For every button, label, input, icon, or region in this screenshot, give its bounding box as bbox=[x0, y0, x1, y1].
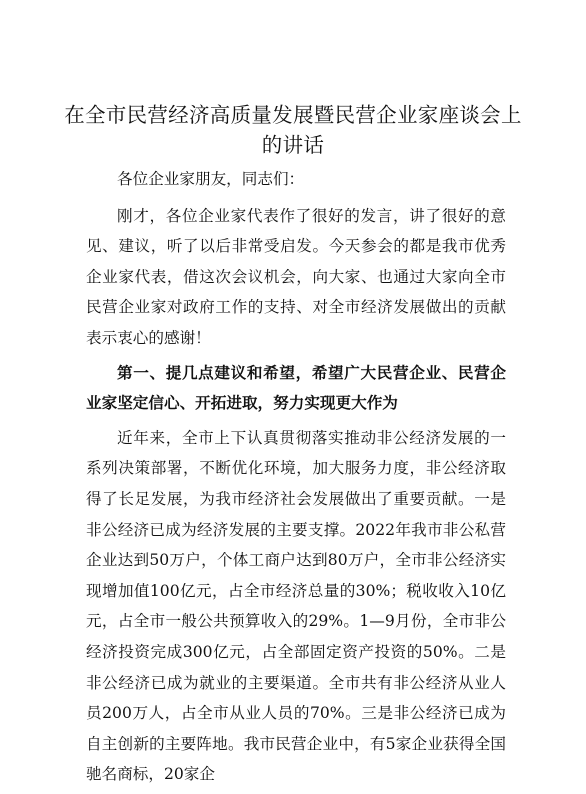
document-title: 在全市民营经济高质量发展暨民营企业家座谈会上的讲话 bbox=[64, 103, 522, 157]
paragraph-development: 近年来，全市上下认真贯彻落实推动非公经济发展的一系列决策部署，不断优化环境，加大服务力度，非公经济取得了长足发展，为我市经济社会发展做出了重要贡献。一是非公经济已成为经济发展的主要支撑。2022年我市非公私营企业达到50万户，个体工商户达到80万户，全市非公经济实现增加值100亿元，占全市经济总量的30%；税收收入10亿元，占全市一般公共预算收入的29%。1—9月份，全市非公经济投资完成300亿元，占全部固定资产投资的50%。二是非公经济已成为就业的主要渠道。全市共有非公经济从业人员200万人，占全市从业人员的70%。三是非公经济已成为自主创新的主要阵地。我市民营企业中，有5家企业获得全国驰名商标，20家企 bbox=[86, 428, 506, 784]
paragraph-thanks: 刚才，各位企业家代表作了很好的发言，讲了很好的意见、建议，听了以后非常受启发。今天参会的都是我市优秀企业家代表，借这次会议机会，向大家、也通过大家向全市民营企业家对政府工作的支持、对全市经济发展做出的贡献表示衷心的感谢！ bbox=[86, 206, 506, 347]
greeting-paragraph: 各位企业家朋友，同志们： bbox=[117, 170, 305, 188]
document-body bbox=[86, 164, 506, 794]
section-heading-1: 第一、提几点建议和希望，希望广大民营企业、民营企业家坚定信心、开拓进取，努力实现更大作为 bbox=[86, 362, 506, 413]
